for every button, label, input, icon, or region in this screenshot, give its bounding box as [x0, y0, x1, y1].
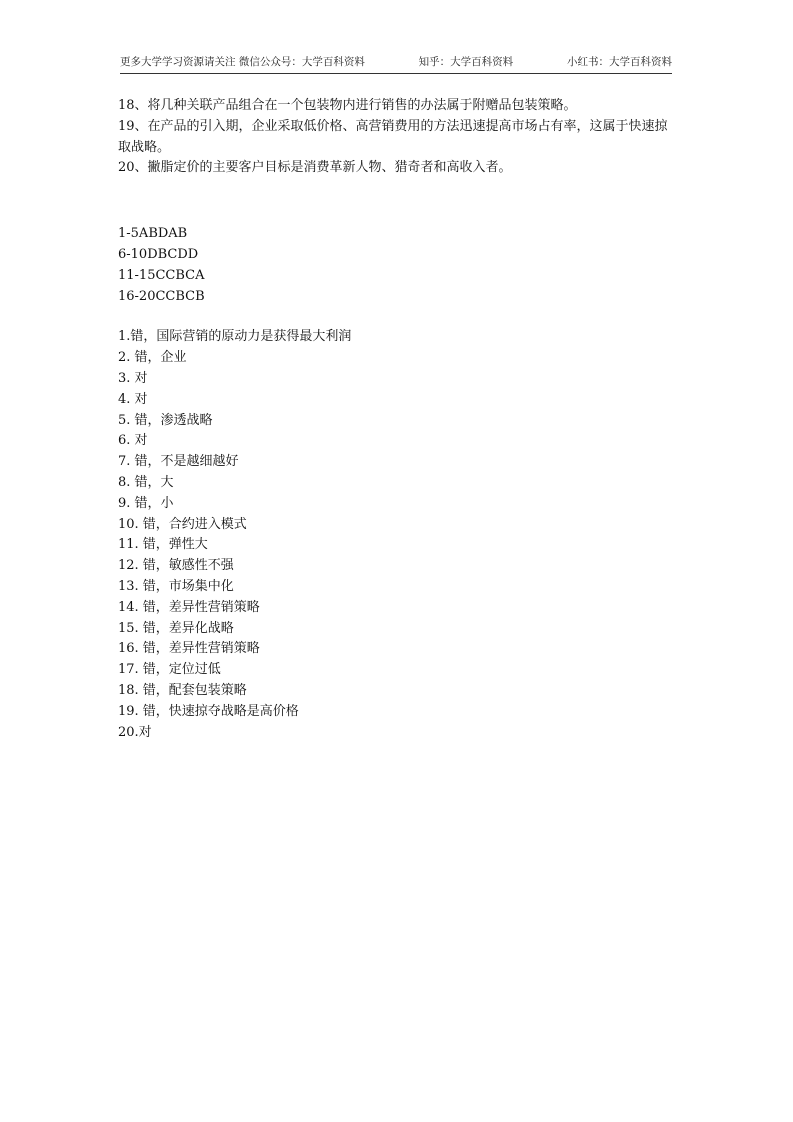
- choice-answer-line: 6-10DBCDD: [118, 246, 199, 262]
- judgement-answer-line: 14. 错，差异性营销策略: [118, 599, 260, 615]
- judgement-answer-line: 3. 对: [118, 370, 148, 386]
- statements-section: [118, 96, 678, 179]
- judgement-answer-line: 20.对: [118, 724, 152, 740]
- judgement-answer-line: 9. 错，小: [118, 495, 174, 511]
- judgement-answer-line: 8. 错，大: [118, 474, 174, 490]
- judgement-answer-line: 17. 错，定位过低: [118, 662, 221, 678]
- judgement-answer-line: 19. 错，快速掠夺战略是高价格: [118, 703, 299, 719]
- judgement-answer-line: 2. 错，企业: [118, 350, 187, 366]
- judgement-answer-line: 18. 错，配套包装策略: [118, 682, 247, 698]
- choice-answers-section: [118, 224, 678, 307]
- judgement-answer-line: 12. 错，敏感性不强: [118, 558, 234, 574]
- judgement-answer-line: 16. 错，差异性营销策略: [118, 641, 260, 657]
- judgement-answer-line: 15. 错，差异化战略: [118, 620, 234, 636]
- choice-answer-line: 16-20CCBCB: [118, 288, 205, 304]
- header-xiaohongshu-text: 小红书：大学百科资料: [567, 56, 672, 68]
- document-body: [118, 96, 678, 743]
- judgement-answer-line: 6. 对: [118, 433, 148, 449]
- judgement-answer-line: 13. 错，市场集中化: [118, 578, 234, 594]
- statement-19: 19、在产品的引入期，企业采取低价格、高营销费用的方法迅速提高市场占有率，这属于快速掠取战略。: [118, 118, 668, 155]
- judgement-answer-line: 10. 错，合约进入模式: [118, 516, 247, 532]
- judgement-answer-line: 4. 对: [118, 391, 148, 407]
- judgement-answer-line: 11. 错，弹性大: [118, 537, 208, 553]
- page-header: [120, 54, 672, 69]
- judgement-answer-line: 5. 错，渗透战略: [118, 412, 213, 428]
- choice-answer-line: 1-5ABDAB: [118, 226, 188, 242]
- judgement-answers-section: [118, 327, 678, 743]
- choice-answer-line: 11-15CCBCA: [118, 267, 205, 283]
- judgement-answer-line: 7. 错，不是越细越好: [118, 454, 239, 470]
- statement-20: 20、撇脂定价的主要客户目标是消费革新人物、猎奇者和高收入者。: [118, 160, 512, 176]
- header-zhihu-text: 知乎：大学百科资料: [418, 56, 514, 68]
- statement-18: 18、将几种关联产品组合在一个包装物内进行销售的办法属于附赠品包装策略。: [118, 98, 577, 113]
- header-wechat-text: 更多大学学习资源请关注 微信公众号：大学百科资料: [120, 56, 365, 68]
- header-divider: [120, 73, 672, 74]
- judgement-answer-line: 1.错，国际营销的原动力是获得最大利润: [118, 329, 352, 345]
